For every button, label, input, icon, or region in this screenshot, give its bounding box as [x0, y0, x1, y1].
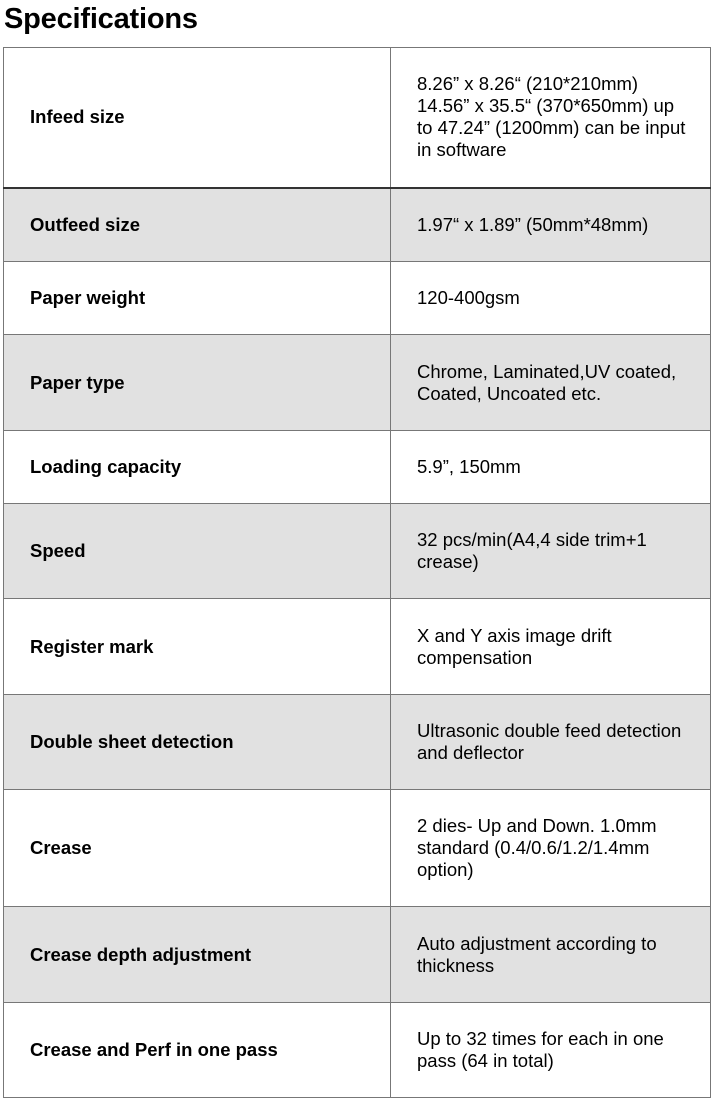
- specifications-table: [3, 47, 711, 1098]
- spec-value: [391, 48, 711, 188]
- page-title: Specifications: [4, 3, 198, 35]
- spec-value: Auto adjustment according to thickness: [391, 907, 711, 1003]
- spec-label: Infeed size: [4, 48, 391, 188]
- spec-label: Loading capacity: [4, 431, 391, 504]
- spec-value: Ultrasonic double feed detection and deflector: [391, 695, 711, 790]
- table-row: [4, 695, 711, 790]
- table-row: [4, 48, 711, 188]
- spec-label: Speed: [4, 504, 391, 599]
- spec-label: Register mark: [4, 599, 391, 695]
- table-row: [4, 599, 711, 695]
- spec-label: Crease: [4, 790, 391, 907]
- spec-value: 2 dies- Up and Down. 1.0mm standard (0.4/0.6/1.2/1.4mm option): [391, 790, 711, 907]
- spec-value: 1.97“ x 1.89” (50mm*48mm): [391, 188, 711, 262]
- spec-value: X and Y axis image drift compensation: [391, 599, 711, 695]
- spec-label: Paper weight: [4, 262, 391, 335]
- table-row: [4, 907, 711, 1003]
- table-row: [4, 188, 711, 262]
- spec-value: Up to 32 times for each in one pass (64 in total): [391, 1003, 711, 1098]
- spec-value-line: 8.26” x 8.26“ (210*210mm) 14.56” x 35.5“ (370*650mm) up to 47.24” (1200mm) can be input in software: [417, 73, 686, 161]
- table-row: [4, 335, 711, 431]
- spec-label: Crease and Perf in one pass: [4, 1003, 391, 1098]
- spec-label: Paper type: [4, 335, 391, 431]
- spec-value: Chrome, Laminated,UV coated, Coated, Uncoated etc.: [391, 335, 711, 431]
- spec-label: Outfeed size: [4, 188, 391, 262]
- table-row: [4, 262, 711, 335]
- table-row: [4, 431, 711, 504]
- spec-label: Crease depth adjustment: [4, 907, 391, 1003]
- table-row: [4, 790, 711, 907]
- spec-label: Double sheet detection: [4, 695, 391, 790]
- table-row: [4, 504, 711, 599]
- spec-value: 32 pcs/min(A4,4 side trim+1 crease): [391, 504, 711, 599]
- table-row: [4, 1003, 711, 1098]
- spec-value: 120-400gsm: [391, 262, 711, 335]
- spec-value: 5.9”, 150mm: [391, 431, 711, 504]
